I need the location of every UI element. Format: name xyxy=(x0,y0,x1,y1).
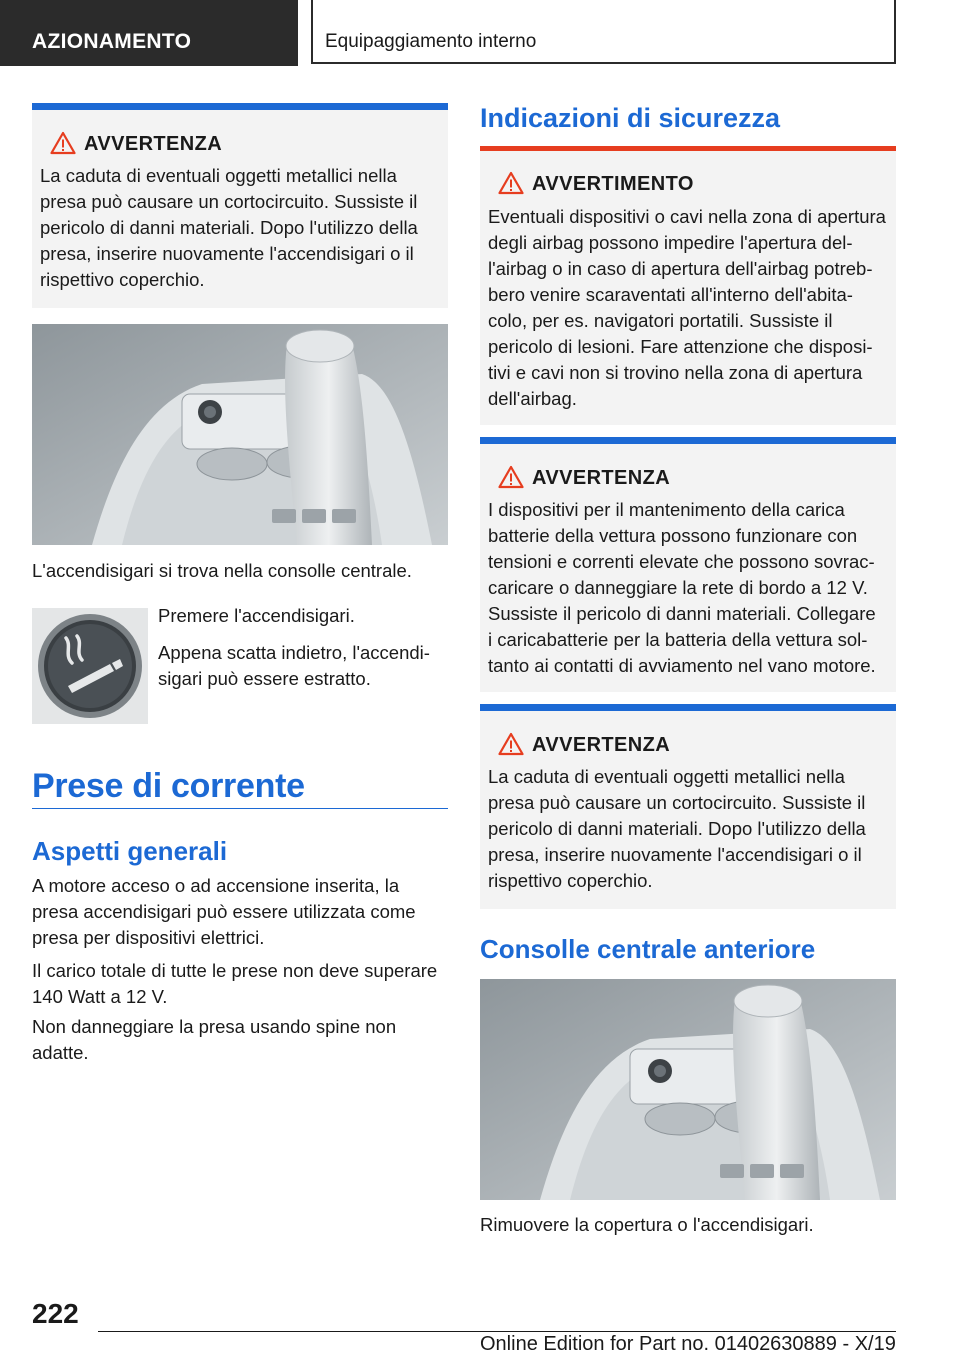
heading-rule xyxy=(32,808,448,809)
page-number: 222 xyxy=(32,1298,79,1329)
paragraph-general-3: Non danneggiare la presa usando spine non adatte. xyxy=(32,1016,397,1063)
console-caption: L'accendisigari si trova nella consolle centrale. xyxy=(32,560,412,581)
edition-note: Online Edition for Part no. 01402630889 - X/19 xyxy=(480,1333,896,1355)
warning-bar xyxy=(32,103,448,110)
cigarette-lighter-icon xyxy=(32,608,148,724)
warning-box-airbag xyxy=(480,151,896,425)
paragraph-general-2: Il carico totale di tutte le prese non deve superare 140 Watt a 12 V. xyxy=(32,960,438,1007)
front-console-caption: Rimuovere la copertura o l'accendisigari. xyxy=(480,1214,814,1235)
warning-text: Eventuali dispositivi o cavi nella zona di apertura degli airbag possono impedire l'apertura del- l'airbag o in caso di apertura dell'airbag potreb- bero venire scaraventati all'interno dell'abita- colo, per es. navigatori portatili. Sussiste il pericolo di lesioni. Fare attenzione che disposi- tivi e cavi non si trovino nella zona di apertura dell'airbag. xyxy=(488,206,886,409)
section-tab: AZIONAMENTO xyxy=(0,0,298,66)
warning-triangle-icon xyxy=(50,131,76,155)
console-photo xyxy=(32,324,448,545)
warning-triangle-icon xyxy=(498,171,524,195)
warning-title: AVVERTENZA xyxy=(532,734,671,756)
warning-box-socket-2 xyxy=(480,704,896,909)
chapter-title: Equipaggiamento interno xyxy=(311,0,896,64)
warning-text: La caduta di eventuali oggetti metallici nella presa può causare un cortocircuito. Sussiste il pericolo di danni materiali. Dopo l'utilizzo della presa, inserire nuovamente l'accendisigari o il rispettivo coperchio. xyxy=(488,766,866,891)
warning-title: AVVERTENZA xyxy=(532,467,671,489)
step-remove-lighter: Appena scatta indietro, l'accendi- sigari può essere estratto. xyxy=(158,642,430,689)
warning-box-chargers xyxy=(480,437,896,692)
warning-box-socket xyxy=(32,103,448,308)
heading-consolle-centrale: Consolle centrale anteriore xyxy=(480,934,816,964)
lighter-button-photo xyxy=(32,608,148,724)
console-photo-front xyxy=(480,979,896,1200)
heading-aspetti-generali: Aspetti generali xyxy=(32,836,228,866)
warning-text: La caduta di eventuali oggetti metallici nella presa può causare un cortocircuito. Sussiste il pericolo di danni materiali. Dopo l'utilizzo della presa, inserire nuovamente l'accendisigari o il rispettivo coperchio. xyxy=(40,165,418,290)
console-illustration xyxy=(32,324,448,545)
warning-text: I dispositivi per il mantenimento della carica batterie della vettura possono funzionare con tensioni e correnti elevate che possono sovrac- caricare o danneggiare la rete di bordo a 12 V. Sussiste il pericolo di danni materiali. Collegare i caricabatterie per la batteria della vettura sol- tanto ai contatti di avviamento nel vano motore. xyxy=(488,499,876,676)
footer-rule xyxy=(98,1331,896,1332)
warning-bar xyxy=(480,437,896,444)
console-illustration xyxy=(480,979,896,1200)
warning-title: AVVERTENZA xyxy=(84,133,223,155)
page-header xyxy=(0,0,960,66)
warning-triangle-icon xyxy=(498,465,524,489)
heading-prese-di-corrente: Prese di corrente xyxy=(32,767,305,805)
warning-title: AVVERTIMENTO xyxy=(532,173,694,195)
heading-indicazioni-sicurezza: Indicazioni di sicurezza xyxy=(480,103,781,133)
warning-bar xyxy=(480,704,896,711)
warning-triangle-icon xyxy=(498,732,524,756)
paragraph-general-1: A motore acceso o ad accensione inserita, la presa accendisigari può essere utilizzata come presa per dispositivi elettrici. xyxy=(32,875,416,948)
step-press-lighter: Premere l'accendisigari. xyxy=(158,605,355,626)
